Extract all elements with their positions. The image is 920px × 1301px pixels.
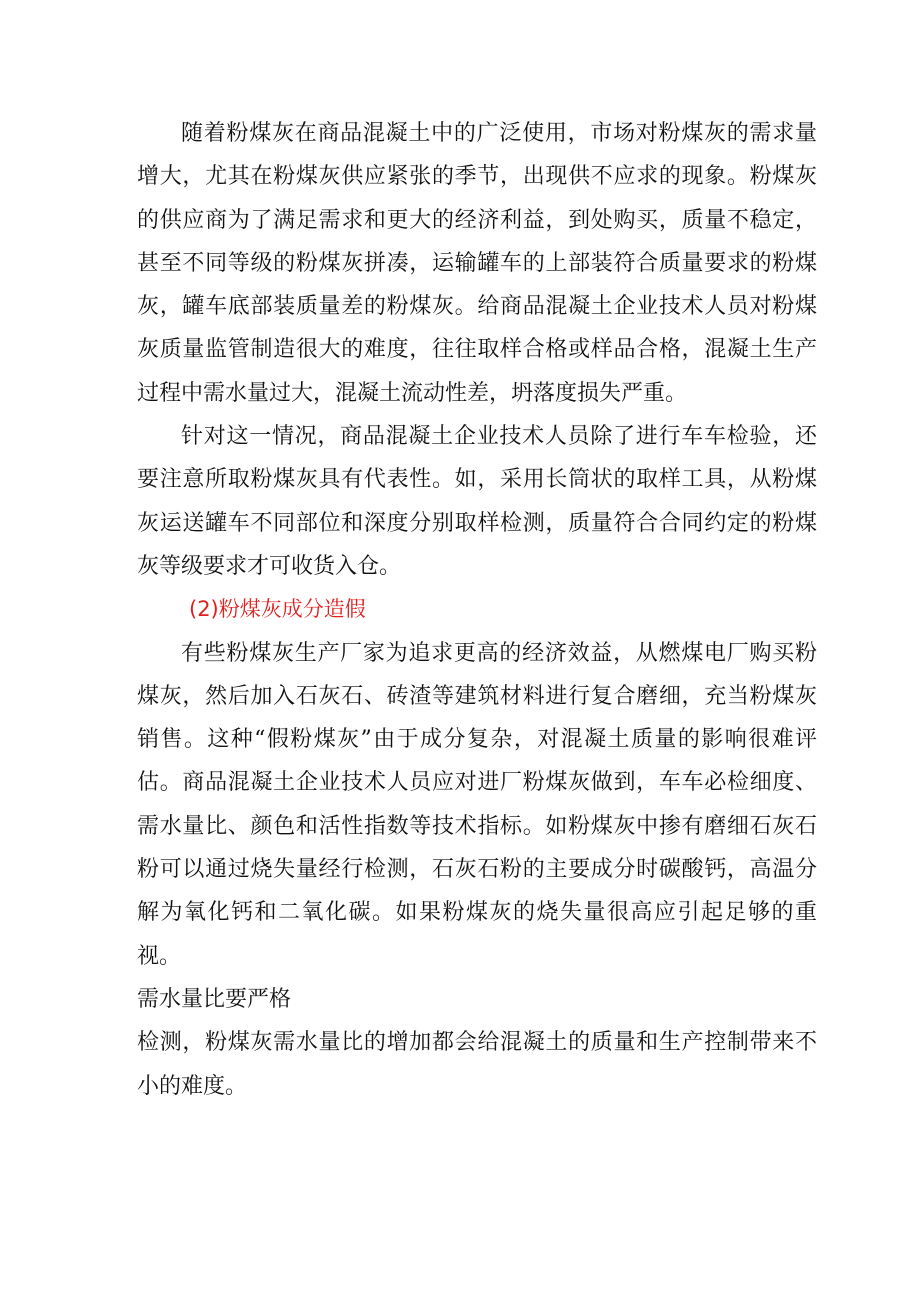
paragraph-supply-issues: 随着粉煤灰在商品混凝土中的广泛使用，市场对粉煤灰的需求量增大，尤其在粉煤灰供应紧张的季节，出现供不应求的现象。粉煤灰的供应商为了满足需求和更大的经济利益，到处购买，质量不稳定，甚至不同等级的粉煤灰拼凑，运输罐车的上部装符合质量要求的粉煤灰，罐车底部装质量差的粉煤灰。给商品混凝土企业技术人员对粉煤灰质量监管制造很大的难度，往往取样合格或样品合格，混凝土生产过程中需水量过大，混凝土流动性差，坍落度损失严重。 — [137, 121, 817, 406]
section-heading: (2)粉煤灰成分造假 — [189, 597, 366, 622]
paragraph-composition-fraud: 有些粉煤灰生产厂家为追求更高的经济效益，从燃煤电厂购买粉煤灰，然后加入石灰石、砖渣等建筑材料进行复合磨细，充当粉煤灰销售。这种“假粉煤灰”由于成分复杂，对混凝土质量的影响很难评估。商品混凝土企业技术人员应对进厂粉煤灰做到，车车必检细度、需水量比、颜色和活性指数等技术指标。如粉煤灰中掺有磨细石灰石粉可以通过烧失量经行检测，石灰石粉的主要成分时碳酸钙，高温分解为氧化钙和二氧化碳。如果粉煤灰的烧失量很高应引起足够的重视。 — [137, 640, 817, 969]
trailing-line: 需水量比要严格 — [137, 986, 292, 1012]
document-body — [137, 112, 817, 1108]
paragraph-inspection: 针对这一情况，商品混凝土企业技术人员除了进行车车检验，还要注意所取粉煤灰具有代表性。如，采用长筒状的取样工具，从粉煤灰运送罐车不同部位和深度分别取样检测，质量符合合同约定的粉煤灰等级要求才可收货入仓。 — [137, 424, 817, 579]
final-paragraph: 检测，粉煤灰需水量比的增加都会给混凝土的质量和生产控制带来不小的难度。 — [137, 1030, 817, 1099]
